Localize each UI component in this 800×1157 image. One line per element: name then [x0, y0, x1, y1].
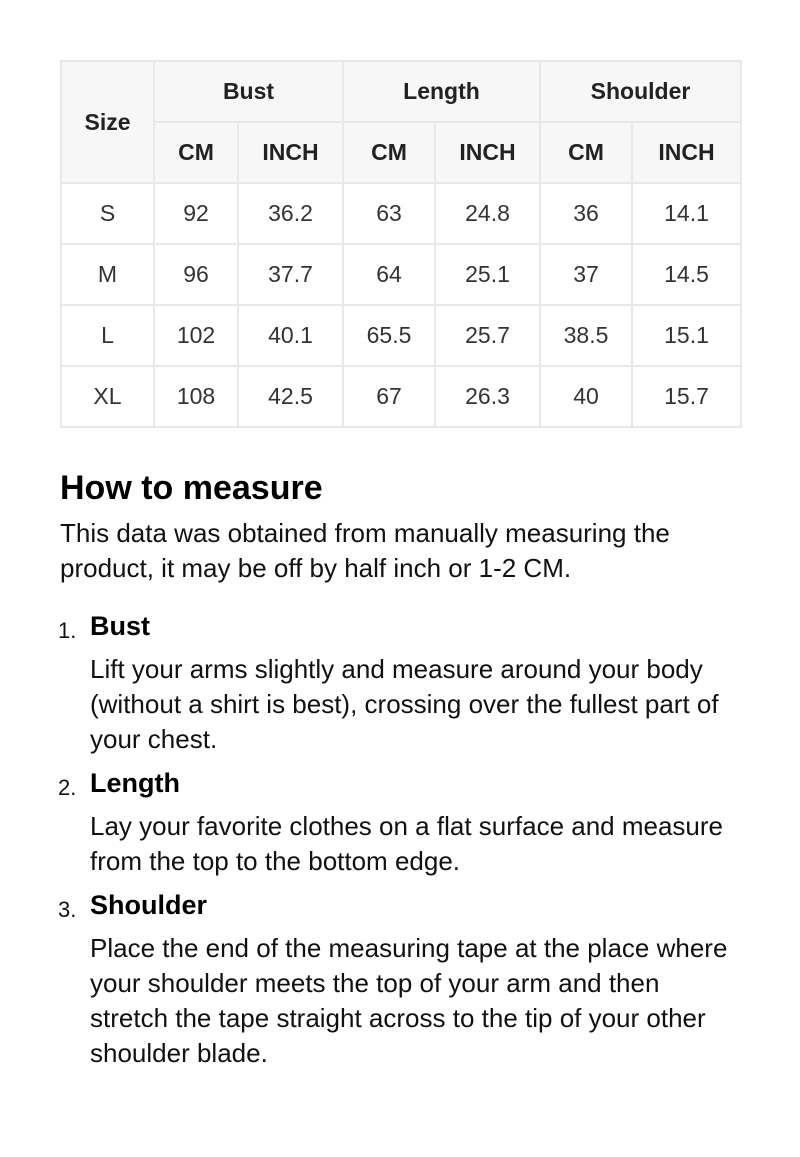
step-title: Shoulder	[90, 890, 208, 920]
unit-header: INCH	[632, 122, 741, 183]
table-cell: 63	[343, 183, 435, 244]
table-header-row-units	[61, 122, 741, 183]
table-header-row-groups	[61, 61, 741, 122]
size-column-header: Size	[61, 61, 154, 183]
length-group-header: Length	[343, 61, 540, 122]
table-row	[61, 183, 741, 244]
table-cell: 64	[343, 244, 435, 305]
table-cell: 92	[154, 183, 238, 244]
step-title: Length	[90, 768, 180, 798]
measure-steps-list	[60, 610, 740, 1071]
step-description: Lift your arms slightly and measure around your body (without a shirt is best), crossing over the fullest part of your chest.	[90, 654, 719, 754]
step-description: Lay your favorite clothes on a flat surface and measure from the top to the bottom edge.	[90, 811, 724, 876]
size-cell: XL	[61, 366, 154, 427]
table-cell: 102	[154, 305, 238, 366]
list-item	[60, 767, 740, 879]
table-cell: 36	[540, 183, 632, 244]
table-cell: 40	[540, 366, 632, 427]
table-cell: 67	[343, 366, 435, 427]
table-cell: 37	[540, 244, 632, 305]
table-cell: 37.7	[238, 244, 343, 305]
size-guide-page	[60, 60, 740, 1081]
table-cell: 42.5	[238, 366, 343, 427]
how-to-measure-title: How to measure	[60, 469, 323, 507]
table-cell: 36.2	[238, 183, 343, 244]
step-description: Place the end of the measuring tape at the place where your shoulder meets the top of your arm and then stretch the tape straight across to the tip of your other shoulder blade.	[90, 933, 728, 1068]
unit-header: INCH	[238, 122, 343, 183]
table-cell: 96	[154, 244, 238, 305]
unit-header: CM	[154, 122, 238, 183]
table-cell: 40.1	[238, 305, 343, 366]
table-cell: 26.3	[435, 366, 540, 427]
unit-header: CM	[540, 122, 632, 183]
table-cell: 38.5	[540, 305, 632, 366]
unit-header: INCH	[435, 122, 540, 183]
how-to-measure-intro: This data was obtained from manually measuring the product, it may be off by half inch or 1-2 CM.	[60, 518, 670, 583]
table-row	[61, 366, 741, 427]
step-number: 1.	[58, 618, 77, 643]
list-item	[60, 610, 740, 757]
size-cell: S	[61, 183, 154, 244]
bust-group-header: Bust	[154, 61, 343, 122]
table-row	[61, 244, 741, 305]
table-cell: 15.7	[632, 366, 741, 427]
table-cell: 65.5	[343, 305, 435, 366]
size-chart-table	[60, 60, 742, 428]
list-item	[60, 889, 740, 1071]
table-row	[61, 305, 741, 366]
table-cell: 25.7	[435, 305, 540, 366]
table-cell: 25.1	[435, 244, 540, 305]
step-title: Bust	[90, 611, 150, 641]
shoulder-group-header: Shoulder	[540, 61, 741, 122]
unit-header: CM	[343, 122, 435, 183]
table-cell: 15.1	[632, 305, 741, 366]
table-cell: 24.8	[435, 183, 540, 244]
table-cell: 14.5	[632, 244, 741, 305]
step-number: 3.	[58, 897, 77, 922]
table-cell: 108	[154, 366, 238, 427]
step-number: 2.	[58, 775, 77, 800]
size-cell: L	[61, 305, 154, 366]
table-cell: 14.1	[632, 183, 741, 244]
size-cell: M	[61, 244, 154, 305]
